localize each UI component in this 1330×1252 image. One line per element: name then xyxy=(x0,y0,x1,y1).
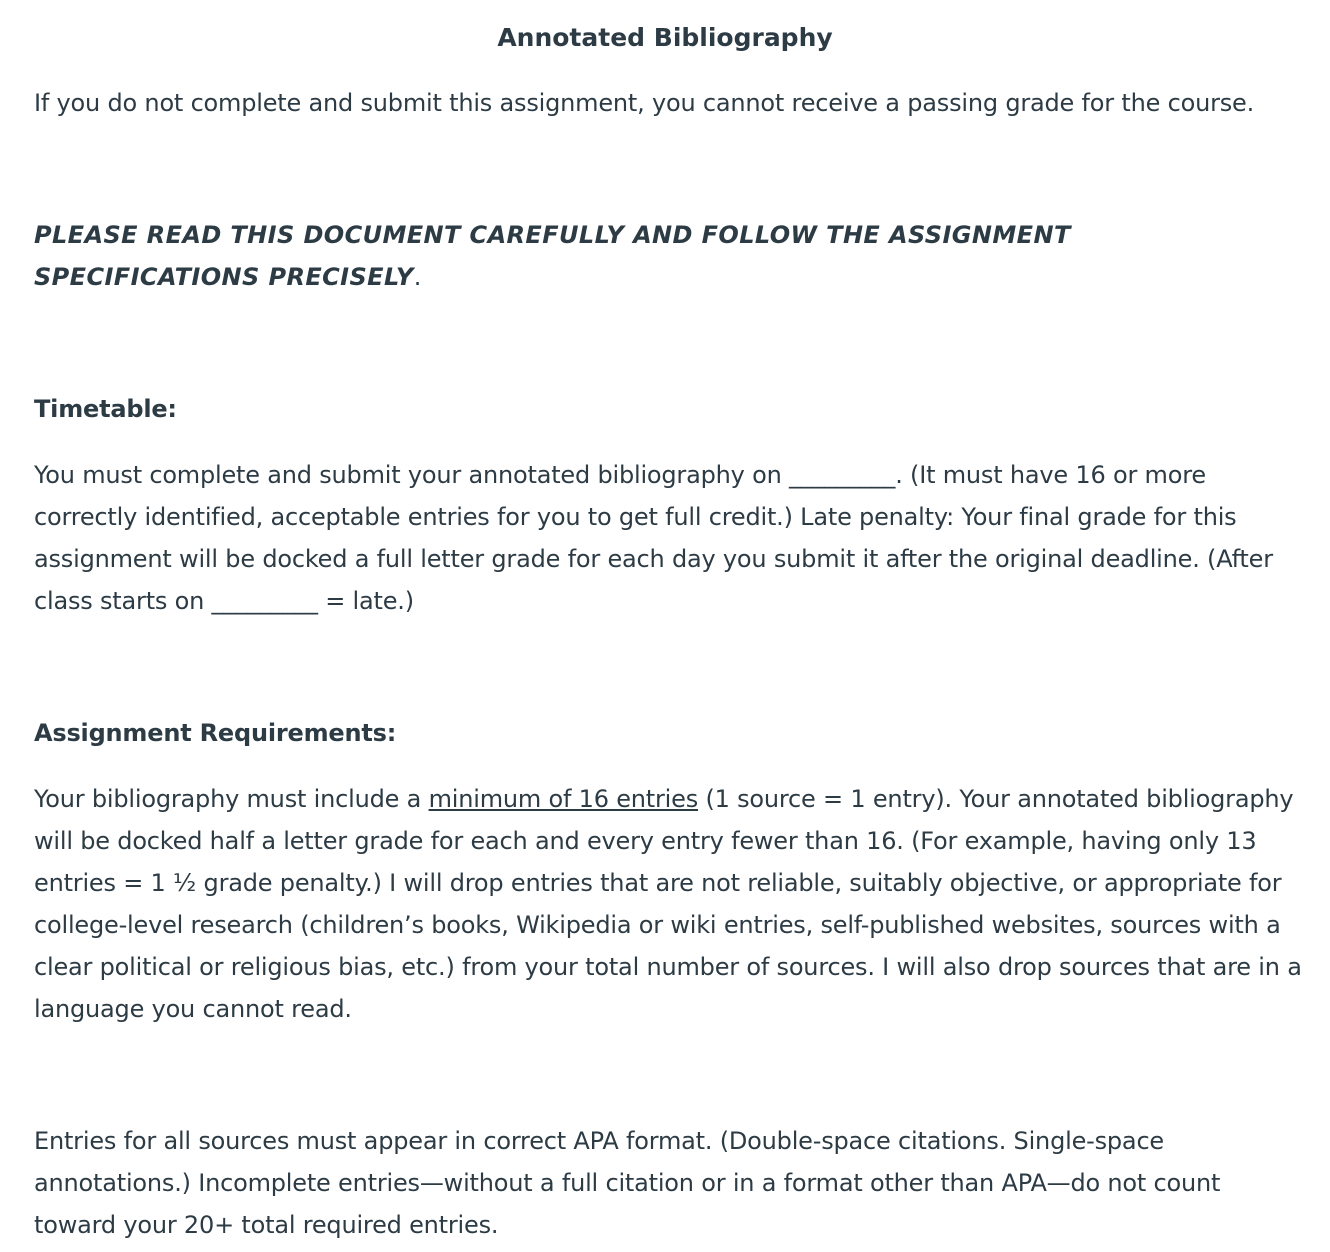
timetable-paragraph: You must complete and submit your annotated bibliography on _________. (It must have 16 or more correctly identified, acceptable entries for you to get full credit.) Late penalty: Your final grade for this assignment will be docked a full letter grade for each day you submit it after the original deadline. (After class starts on _________ = late.) xyxy=(34,461,1273,615)
requirements-text-rest: (1 source = 1 entry). Your annotated bibliography will be docked half a letter grade for each and every entry fewer than 16. (For example, having only 13 entries = 1 ½ grade penalty.) I will drop entries that are not reliable, suitably objective, or appropriate for college-level research (children’s books, Wikipedia or wiki entries, self-published websites, sources with a clear political or religious bias, etc.) from your total number of sources. I will also drop sources that are in a language you cannot read. xyxy=(34,785,1302,1023)
intro-paragraph: If you do not complete and submit this assignment, you cannot receive a passing grade for the course. xyxy=(34,89,1255,117)
requirements-text-start: Your bibliography must include a xyxy=(34,785,429,813)
requirements-heading: Assignment Requirements: xyxy=(34,719,397,747)
apa-format-paragraph: Entries for all sources must appear in correct APA format. (Double-space citations. Single-space annotations.) Incomplete entries—without a full citation or in a format other than APA—do not count toward your 20+ total required entries. xyxy=(34,1127,1221,1239)
requirements-paragraph xyxy=(34,778,1304,1030)
document-title: Annotated Bibliography xyxy=(497,23,833,52)
warning-text: PLEASE READ THIS DOCUMENT CAREFULLY AND FOLLOW THE ASSIGNMENT SPECIFICATIONS PRECISELY xyxy=(34,221,1071,291)
warning-punct: . xyxy=(413,263,422,291)
minimum-entries-emphasis: minimum of 16 entries xyxy=(428,785,699,813)
timetable-heading: Timetable: xyxy=(34,395,177,423)
warning-paragraph xyxy=(34,214,1304,298)
